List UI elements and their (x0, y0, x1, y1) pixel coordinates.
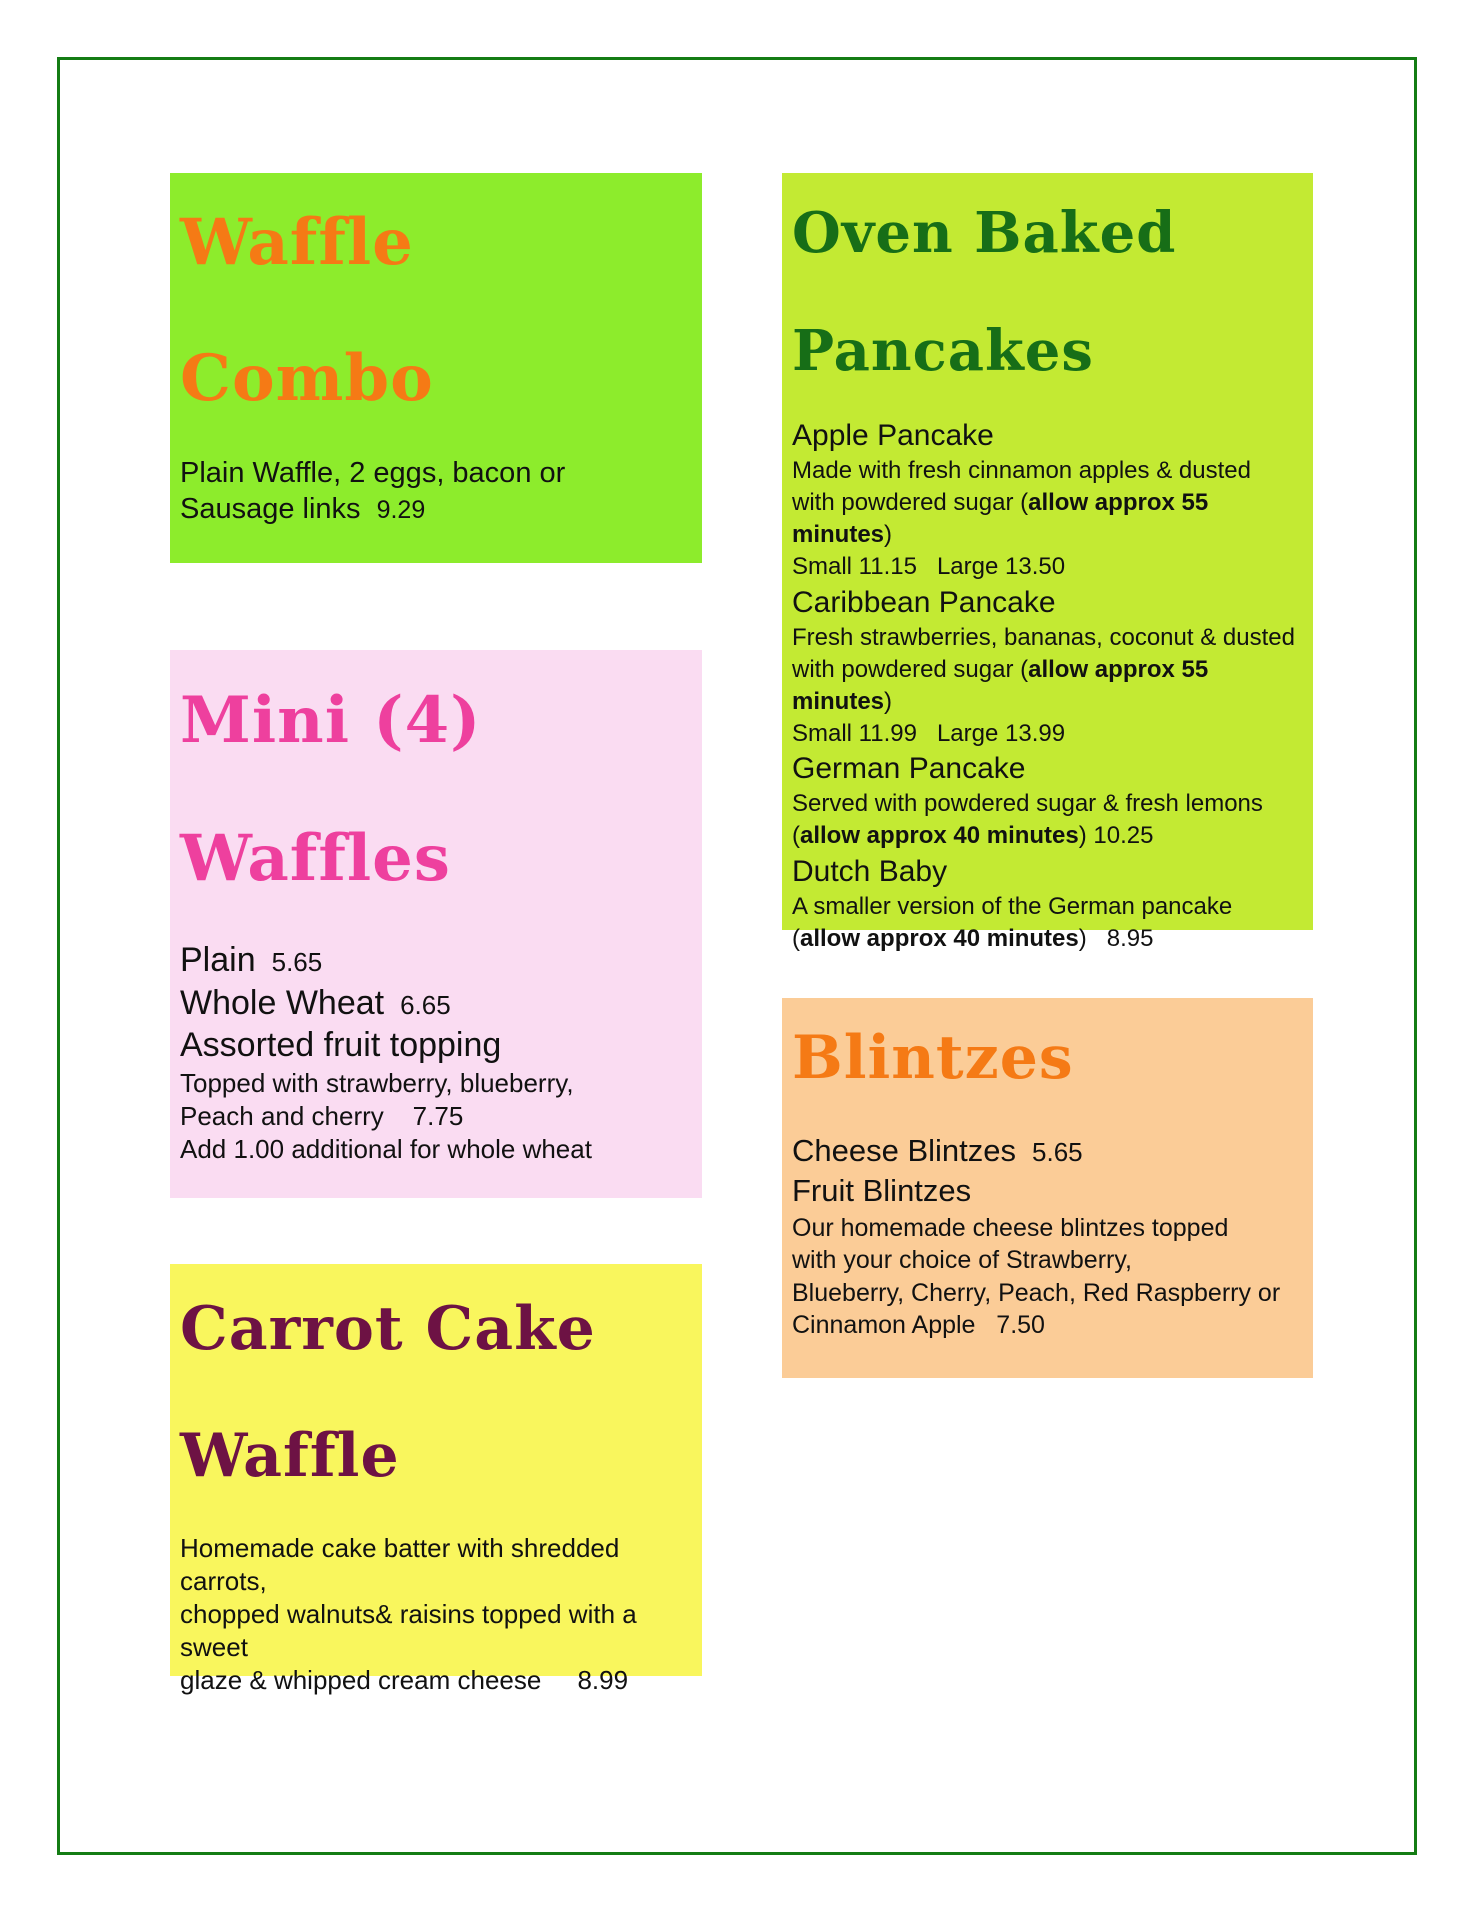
menu-item-plain (180, 939, 692, 982)
item-desc-line (792, 487, 1303, 551)
item-desc-line: Our homemade cheese blintzes topped (792, 1213, 1229, 1242)
desc-post: ) (884, 521, 893, 548)
item-sizes-prices: Small 11.15 Large 13.50 (792, 552, 1066, 580)
desc-pre: ( (792, 925, 800, 953)
menu-item-fruit-blintzes: Fruit Blintzes (792, 1173, 972, 1209)
waffle-combo-description (180, 456, 692, 527)
waffle-combo-title-line1: Waffle (180, 205, 414, 280)
waffle-combo-desc-line2 (180, 492, 692, 527)
section-oven-baked-pancakes (782, 173, 1313, 953)
section-waffle-combo (170, 173, 702, 563)
carrot-cake-title-line2: Waffle (180, 1421, 400, 1492)
item-name: Cheese Blintzes (792, 1133, 1017, 1168)
item-desc-line (792, 654, 1303, 718)
mini-waffles-title (180, 652, 692, 927)
item-desc-line: Topped with strawberry, blueberry, (180, 1067, 574, 1098)
item-desc-line: Cinnamon Apple 7.50 (792, 1311, 1045, 1340)
item-desc-line: glaze & whipped cream cheese 8.99 (180, 1665, 629, 1696)
desc-bold: allow approx 40 minutes (800, 822, 1079, 850)
blintzes-title (792, 1000, 1303, 1117)
item-desc-line: with your choice of Strawberry, (792, 1246, 1132, 1275)
item-desc-line: Fresh strawberries, bananas, coconut & dusted (792, 623, 1295, 651)
menu-item-apple-pancake (792, 416, 1303, 583)
mini-waffles-items (180, 939, 692, 1166)
desc-post: ) 10.25 (1078, 822, 1154, 850)
item-name: Whole Wheat (180, 983, 385, 1022)
item-name: Dutch Baby (792, 855, 948, 889)
item-desc-line: Peach and cherry 7.75 (180, 1100, 464, 1131)
waffle-combo-title (180, 175, 692, 446)
section-mini-waffles (170, 650, 702, 1198)
carrot-cake-title-line1: Carrot Cake (180, 1294, 596, 1364)
item-name: German Pancake (792, 752, 1026, 786)
whole-wheat-note: Add 1.00 additional for whole wheat (180, 1133, 592, 1164)
item-name: Apple Pancake (792, 419, 994, 453)
item-desc-line: Served with powdered sugar & fresh lemons (792, 790, 1263, 818)
desc-pre: ( (792, 822, 800, 850)
blintzes-title-line1: Blintzes (792, 1023, 1074, 1093)
menu-item-dutch-baby (792, 852, 1303, 955)
desc-post: ) 8.95 (1078, 925, 1154, 953)
item-price: 5.65 (1032, 1137, 1083, 1167)
carrot-cake-title (180, 1266, 692, 1520)
item-price: 5.65 (271, 947, 323, 978)
mini-waffles-title-line2: Waffles (180, 820, 451, 896)
waffle-combo-price: 9.29 (376, 495, 426, 524)
item-desc-line (792, 820, 1303, 852)
item-desc-line: Made with fresh cinnamon apples & dusted (792, 457, 1251, 485)
desc-post: ) (884, 687, 893, 715)
item-desc-line (792, 923, 1303, 955)
item-desc-line: Homemade cake batter with shredded carrots, (180, 1533, 620, 1597)
desc-pre: with powdered sugar ( (792, 655, 1029, 683)
item-desc-line: A smaller version of the German pancake (792, 893, 1233, 921)
oven-baked-items (792, 416, 1303, 955)
desc-pre: with powdered sugar ( (792, 489, 1029, 517)
desc-bold: allow approx 55 minutes (792, 489, 1209, 548)
menu-item-german-pancake (792, 749, 1303, 852)
desc-bold: allow approx 55 minutes (792, 655, 1209, 715)
menu-item-caribbean-pancake (792, 583, 1303, 750)
blintzes-items (792, 1131, 1303, 1342)
oven-baked-title-line1: Oven Baked (792, 200, 1177, 266)
menu-item-assorted-fruit-topping: Assorted fruit topping (180, 1026, 502, 1065)
menu-item-cheese-blintzes (792, 1131, 1303, 1171)
section-carrot-cake-waffle (170, 1264, 702, 1696)
oven-baked-title (792, 175, 1303, 410)
item-sizes-prices: Small 11.99 Large 13.99 (792, 719, 1066, 747)
item-name: Plain (180, 941, 256, 980)
oven-baked-title-line2: Pancakes (792, 317, 1094, 384)
desc-bold: allow approx 40 minutes (800, 925, 1079, 953)
item-desc-line: Blueberry, Cherry, Peach, Red Raspberry or (792, 1278, 1281, 1307)
waffle-combo-desc-line2-label: Sausage links (180, 492, 361, 525)
waffle-combo-desc-line1: Plain Waffle, 2 eggs, bacon or (180, 457, 566, 490)
section-blintzes (782, 998, 1313, 1378)
menu-item-whole-wheat (180, 982, 692, 1025)
mini-waffles-title-line1: Mini (4) (180, 683, 482, 758)
carrot-cake-description (180, 1532, 692, 1697)
item-name: Caribbean Pancake (792, 585, 1056, 619)
item-price: 6.65 (400, 989, 451, 1020)
waffle-combo-title-line2: Combo (180, 340, 434, 416)
item-desc-line: chopped walnuts& raisins topped with a sweet (180, 1599, 637, 1663)
